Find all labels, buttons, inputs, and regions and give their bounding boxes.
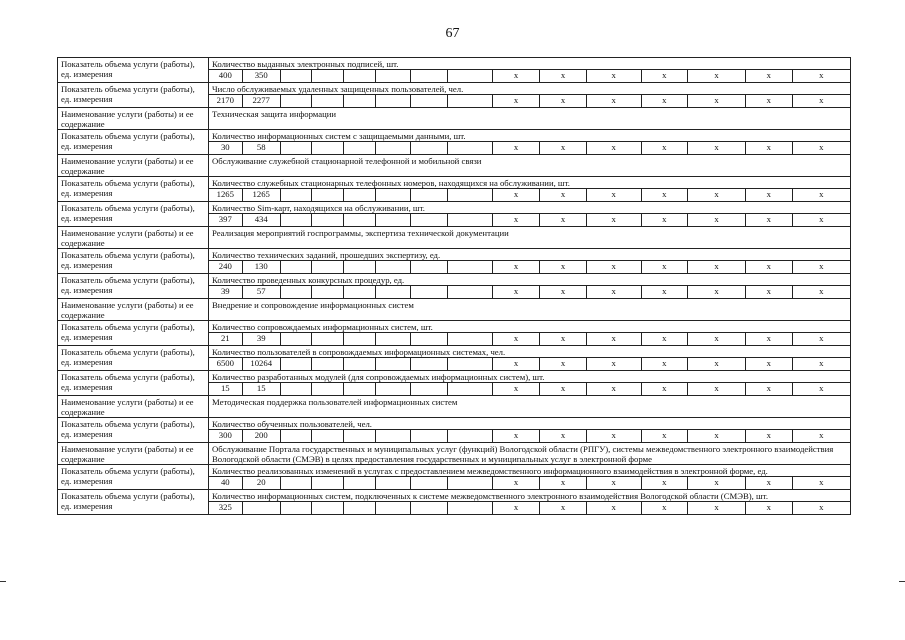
x-mark: x	[586, 70, 641, 82]
service-label: Наименование услуги (работы) и ее содержание	[58, 108, 209, 130]
empty-cell	[311, 142, 343, 154]
row-content	[209, 249, 851, 274]
empty-cell	[448, 95, 492, 107]
x-mark: x	[792, 358, 850, 370]
x-mark: x	[492, 286, 540, 298]
fact-value: 2277	[242, 95, 280, 107]
empty-cell	[375, 383, 410, 395]
value-grid	[209, 430, 850, 442]
empty-cell	[411, 430, 448, 442]
plan-value: 397	[218, 214, 232, 224]
empty-cell	[343, 142, 375, 154]
service-row	[58, 155, 851, 177]
empty-cell	[343, 286, 375, 298]
empty-cell	[343, 261, 375, 273]
empty-cell	[375, 502, 410, 514]
empty-cell	[375, 142, 410, 154]
plan-value: 40	[220, 477, 230, 487]
empty-cell	[411, 189, 448, 201]
empty-cell	[375, 189, 410, 201]
fact-value: 39	[242, 333, 280, 345]
x-mark: x	[688, 333, 746, 345]
empty-cell	[411, 383, 448, 395]
empty-cell	[343, 502, 375, 514]
x-mark: x	[492, 95, 540, 107]
indicator-title: Количество выданных электронных подписей, шт.	[209, 58, 850, 70]
fact-value: 350	[242, 70, 280, 82]
empty-cell	[311, 70, 343, 82]
value-grid	[209, 70, 850, 82]
x-mark: x	[641, 358, 688, 370]
plan-value: 300	[218, 430, 232, 440]
row-content	[209, 155, 851, 177]
x-mark: x	[540, 189, 587, 201]
x-mark: x	[586, 333, 641, 345]
indicator-label: Показатель объема услуги (работы), ед. измерения	[58, 202, 209, 227]
fact-value: 10264	[242, 358, 280, 370]
service-label: Наименование услуги (работы) и ее содержание	[58, 299, 209, 321]
indicator-label: Показатель объема услуги (работы), ед. измерения	[58, 83, 209, 108]
x-mark: x	[746, 95, 793, 107]
x-mark: x	[746, 477, 793, 489]
empty-cell	[311, 189, 343, 201]
x-mark: x	[586, 95, 641, 107]
empty-cell	[448, 286, 492, 298]
service-row	[58, 443, 851, 465]
x-mark: x	[688, 142, 746, 154]
x-mark: x	[746, 358, 793, 370]
x-mark: x	[688, 214, 746, 226]
empty-cell	[280, 142, 311, 154]
indicator-label: Показатель объема услуги (работы), ед. измерения	[58, 418, 209, 443]
x-mark: x	[746, 502, 793, 514]
fact-value	[242, 502, 280, 514]
indicator-title: Количество пользователей в сопровождаемых информационных системах, чел.	[209, 346, 850, 358]
empty-cell	[411, 142, 448, 154]
service-title: Техническая защита информации	[212, 109, 337, 119]
indicator-label: Показатель объема услуги (работы), ед. измерения	[58, 249, 209, 274]
service-row	[58, 299, 851, 321]
indicator-row	[58, 83, 851, 108]
fact-value: 130	[242, 261, 280, 273]
plan-value: 39	[220, 286, 230, 296]
x-mark: x	[492, 430, 540, 442]
indicator-row	[58, 202, 851, 227]
value-grid	[209, 286, 850, 298]
service-label: Наименование услуги (работы) и ее содержание	[58, 155, 209, 177]
empty-cell	[311, 214, 343, 226]
empty-cell	[280, 502, 311, 514]
x-mark: x	[688, 502, 746, 514]
x-mark: x	[492, 214, 540, 226]
empty-cell	[343, 189, 375, 201]
x-mark: x	[641, 286, 688, 298]
empty-cell	[375, 70, 410, 82]
fact-value: 1265	[242, 189, 280, 201]
empty-cell	[448, 214, 492, 226]
service-title: Реализация мероприятий госпрограммы, экспертиза технической документации	[212, 228, 509, 238]
empty-cell	[311, 430, 343, 442]
indicator-title: Количество сопровождаемых информационных систем, шт.	[209, 321, 850, 333]
indicator-row	[58, 465, 851, 490]
empty-cell	[448, 189, 492, 201]
x-mark: x	[688, 286, 746, 298]
value-grid	[209, 333, 850, 345]
x-mark: x	[540, 142, 587, 154]
service-label: Наименование услуги (работы) и ее содержание	[58, 227, 209, 249]
indicator-row	[58, 346, 851, 371]
indicator-row	[58, 371, 851, 396]
empty-cell	[343, 383, 375, 395]
x-mark: x	[641, 95, 688, 107]
indicator-label: Показатель объема услуги (работы), ед. измерения	[58, 346, 209, 371]
indicator-title: Количество информационных систем, подключенных к системе межведомственного электронного взаимодействия Вологодской области (СМЭВ), шт.	[209, 490, 850, 502]
x-mark: x	[792, 383, 850, 395]
row-content	[209, 465, 851, 490]
x-mark: x	[792, 261, 850, 273]
x-mark: x	[688, 261, 746, 273]
x-mark: x	[746, 189, 793, 201]
empty-cell	[411, 214, 448, 226]
x-mark: x	[540, 430, 587, 442]
service-label: Наименование услуги (работы) и ее содержание	[58, 396, 209, 418]
plan-value: 30	[220, 142, 230, 152]
empty-cell	[411, 358, 448, 370]
empty-cell	[343, 477, 375, 489]
x-mark: x	[492, 142, 540, 154]
empty-cell	[280, 286, 311, 298]
cut-mark-left	[0, 581, 6, 582]
empty-cell	[448, 502, 492, 514]
x-mark: x	[792, 142, 850, 154]
value-grid	[209, 383, 850, 395]
x-mark: x	[586, 261, 641, 273]
indicator-title: Количество разработанных модулей (для сопровождаемых информационных систем), шт.	[209, 371, 850, 383]
x-mark: x	[492, 358, 540, 370]
x-mark: x	[688, 430, 746, 442]
indicator-title: Количество обученных пользователей, чел.	[209, 418, 850, 430]
indicator-label: Показатель объема услуги (работы), ед. измерения	[58, 274, 209, 299]
row-content	[209, 202, 851, 227]
x-mark: x	[792, 189, 850, 201]
empty-cell	[411, 95, 448, 107]
empty-cell	[311, 477, 343, 489]
row-content	[209, 58, 851, 83]
x-mark: x	[492, 189, 540, 201]
x-mark: x	[641, 477, 688, 489]
x-mark: x	[746, 214, 793, 226]
cut-mark-right	[899, 581, 905, 582]
indicator-label: Показатель объема услуги (работы), ед. измерения	[58, 58, 209, 83]
indicator-label: Показатель объема услуги (работы), ед. измерения	[58, 177, 209, 202]
plan-value: 1265	[216, 189, 234, 199]
x-mark: x	[688, 358, 746, 370]
row-content	[209, 321, 851, 346]
x-mark: x	[641, 214, 688, 226]
row-content	[209, 83, 851, 108]
value-grid	[209, 261, 850, 273]
empty-cell	[411, 333, 448, 345]
x-mark: x	[641, 383, 688, 395]
value-grid	[209, 142, 850, 154]
empty-cell	[375, 333, 410, 345]
x-mark: x	[540, 477, 587, 489]
indicator-row	[58, 249, 851, 274]
value-grid	[209, 358, 850, 370]
x-mark: x	[586, 189, 641, 201]
empty-cell	[375, 95, 410, 107]
indicator-label: Показатель объема услуги (работы), ед. измерения	[58, 321, 209, 346]
indicator-row	[58, 58, 851, 83]
service-row	[58, 227, 851, 249]
x-mark: x	[746, 383, 793, 395]
service-volume-table	[57, 57, 851, 515]
x-mark: x	[492, 261, 540, 273]
service-row	[58, 396, 851, 418]
x-mark: x	[792, 502, 850, 514]
plan-value: 2170	[216, 95, 234, 105]
empty-cell	[448, 477, 492, 489]
empty-cell	[343, 333, 375, 345]
x-mark: x	[540, 70, 587, 82]
indicator-title: Количество Sim-карт, находящихся на обслуживании, шт.	[209, 202, 850, 214]
value-grid	[209, 214, 850, 226]
row-content	[209, 227, 851, 249]
plan-value: 400	[218, 70, 232, 80]
x-mark: x	[492, 477, 540, 489]
empty-cell	[448, 261, 492, 273]
empty-cell	[280, 261, 311, 273]
x-mark: x	[586, 477, 641, 489]
indicator-row	[58, 321, 851, 346]
indicator-title: Число обслуживаемых удаленных защищенных пользователей, чел.	[209, 83, 850, 95]
x-mark: x	[792, 214, 850, 226]
empty-cell	[280, 358, 311, 370]
plan-value: 21	[220, 333, 230, 343]
x-mark: x	[792, 95, 850, 107]
x-mark: x	[540, 95, 587, 107]
x-mark: x	[641, 70, 688, 82]
indicator-row	[58, 418, 851, 443]
x-mark: x	[746, 261, 793, 273]
service-row	[58, 108, 851, 130]
x-mark: x	[688, 70, 746, 82]
empty-cell	[311, 261, 343, 273]
empty-cell	[448, 333, 492, 345]
x-mark: x	[688, 95, 746, 107]
x-mark: x	[792, 286, 850, 298]
x-mark: x	[586, 214, 641, 226]
empty-cell	[411, 502, 448, 514]
empty-cell	[411, 261, 448, 273]
x-mark: x	[688, 189, 746, 201]
empty-cell	[311, 358, 343, 370]
x-mark: x	[586, 358, 641, 370]
fact-value: 57	[242, 286, 280, 298]
empty-cell	[448, 430, 492, 442]
x-mark: x	[540, 333, 587, 345]
x-mark: x	[641, 189, 688, 201]
x-mark: x	[792, 333, 850, 345]
x-mark: x	[641, 142, 688, 154]
empty-cell	[280, 70, 311, 82]
fact-value: 200	[242, 430, 280, 442]
row-content	[209, 274, 851, 299]
indicator-label: Показатель объема услуги (работы), ед. измерения	[58, 371, 209, 396]
empty-cell	[375, 286, 410, 298]
empty-cell	[280, 333, 311, 345]
empty-cell	[280, 189, 311, 201]
indicator-label: Показатель объема услуги (работы), ед. измерения	[58, 465, 209, 490]
empty-cell	[411, 477, 448, 489]
empty-cell	[448, 70, 492, 82]
empty-cell	[311, 286, 343, 298]
x-mark: x	[492, 70, 540, 82]
empty-cell	[375, 477, 410, 489]
x-mark: x	[641, 430, 688, 442]
row-content	[209, 443, 851, 465]
empty-cell	[448, 142, 492, 154]
empty-cell	[448, 383, 492, 395]
plan-value: 15	[220, 383, 230, 393]
x-mark: x	[540, 286, 587, 298]
x-mark: x	[540, 383, 587, 395]
x-mark: x	[746, 142, 793, 154]
indicator-title: Количество информационных систем с защищаемыми данными, шт.	[209, 130, 850, 142]
indicator-row	[58, 274, 851, 299]
row-content	[209, 299, 851, 321]
x-mark: x	[492, 502, 540, 514]
empty-cell	[411, 286, 448, 298]
x-mark: x	[641, 502, 688, 514]
fact-value: 434	[242, 214, 280, 226]
page-number: 67	[445, 26, 460, 41]
empty-cell	[375, 214, 410, 226]
indicator-row	[58, 490, 851, 515]
empty-cell	[311, 333, 343, 345]
empty-cell	[343, 214, 375, 226]
service-title: Обслуживание служебной стационарной телефонной и мобильной связи	[212, 156, 482, 166]
plan-value: 240	[218, 261, 232, 271]
x-mark: x	[492, 383, 540, 395]
empty-cell	[280, 477, 311, 489]
empty-cell	[375, 430, 410, 442]
value-grid	[209, 502, 850, 514]
value-grid	[209, 477, 850, 489]
value-grid	[209, 189, 850, 201]
empty-cell	[280, 430, 311, 442]
indicator-title: Количество реализованных изменений в услугах с предоставлением межведомственного информационного взаимодействия в электронной форме, ед.	[209, 465, 850, 477]
empty-cell	[375, 261, 410, 273]
x-mark: x	[688, 477, 746, 489]
plan-value: 6500	[216, 358, 234, 368]
row-content	[209, 346, 851, 371]
service-title: Обслуживание Портала государственных и муниципальных услуг (функций) Вологодской области (РПГУ), системы межведомственного электронного взаимодействия Вологодской области (СМЭВ) в целях предоставления государственных и муниципальных услуг в электронной форме	[212, 444, 834, 464]
empty-cell	[311, 502, 343, 514]
row-content	[209, 130, 851, 155]
x-mark: x	[540, 214, 587, 226]
x-mark: x	[688, 383, 746, 395]
service-title: Методическая поддержка пользователей информационных систем	[212, 397, 458, 407]
x-mark: x	[746, 70, 793, 82]
row-content	[209, 108, 851, 130]
empty-cell	[448, 358, 492, 370]
empty-cell	[280, 95, 311, 107]
row-content	[209, 396, 851, 418]
empty-cell	[280, 214, 311, 226]
row-content	[209, 418, 851, 443]
indicator-row	[58, 177, 851, 202]
x-mark: x	[540, 358, 587, 370]
value-grid	[209, 95, 850, 107]
x-mark: x	[792, 70, 850, 82]
empty-cell	[343, 95, 375, 107]
empty-cell	[343, 430, 375, 442]
x-mark: x	[746, 286, 793, 298]
fact-value: 20	[242, 477, 280, 489]
x-mark: x	[586, 286, 641, 298]
indicator-label: Показатель объема услуги (работы), ед. измерения	[58, 130, 209, 155]
row-content	[209, 490, 851, 515]
x-mark: x	[540, 502, 587, 514]
x-mark: x	[792, 477, 850, 489]
fact-value: 15	[242, 383, 280, 395]
row-content	[209, 177, 851, 202]
service-label: Наименование услуги (работы) и ее содержание	[58, 443, 209, 465]
fact-value: 58	[242, 142, 280, 154]
empty-cell	[411, 70, 448, 82]
empty-cell	[343, 70, 375, 82]
row-content	[209, 371, 851, 396]
empty-cell	[311, 383, 343, 395]
x-mark: x	[540, 261, 587, 273]
x-mark: x	[492, 333, 540, 345]
x-mark: x	[586, 383, 641, 395]
x-mark: x	[641, 261, 688, 273]
empty-cell	[280, 383, 311, 395]
x-mark: x	[586, 502, 641, 514]
x-mark: x	[792, 430, 850, 442]
indicator-title: Количество служебных стационарных телефонных номеров, находящихся на обслуживании, шт.	[209, 177, 850, 189]
empty-cell	[375, 358, 410, 370]
x-mark: x	[746, 333, 793, 345]
empty-cell	[311, 95, 343, 107]
table-body	[58, 58, 851, 515]
empty-cell	[343, 358, 375, 370]
x-mark: x	[586, 142, 641, 154]
indicator-label: Показатель объема услуги (работы), ед. измерения	[58, 490, 209, 515]
x-mark: x	[586, 430, 641, 442]
indicator-row	[58, 130, 851, 155]
indicator-title: Количество технических заданий, прошедших экспертизу, ед.	[209, 249, 850, 261]
plan-value: 325	[218, 502, 232, 512]
indicator-title: Количество проведенных конкурсных процедур, ед.	[209, 274, 850, 286]
service-title: Внедрение и сопровождение информационных систем	[212, 300, 414, 310]
x-mark: x	[746, 430, 793, 442]
x-mark: x	[641, 333, 688, 345]
